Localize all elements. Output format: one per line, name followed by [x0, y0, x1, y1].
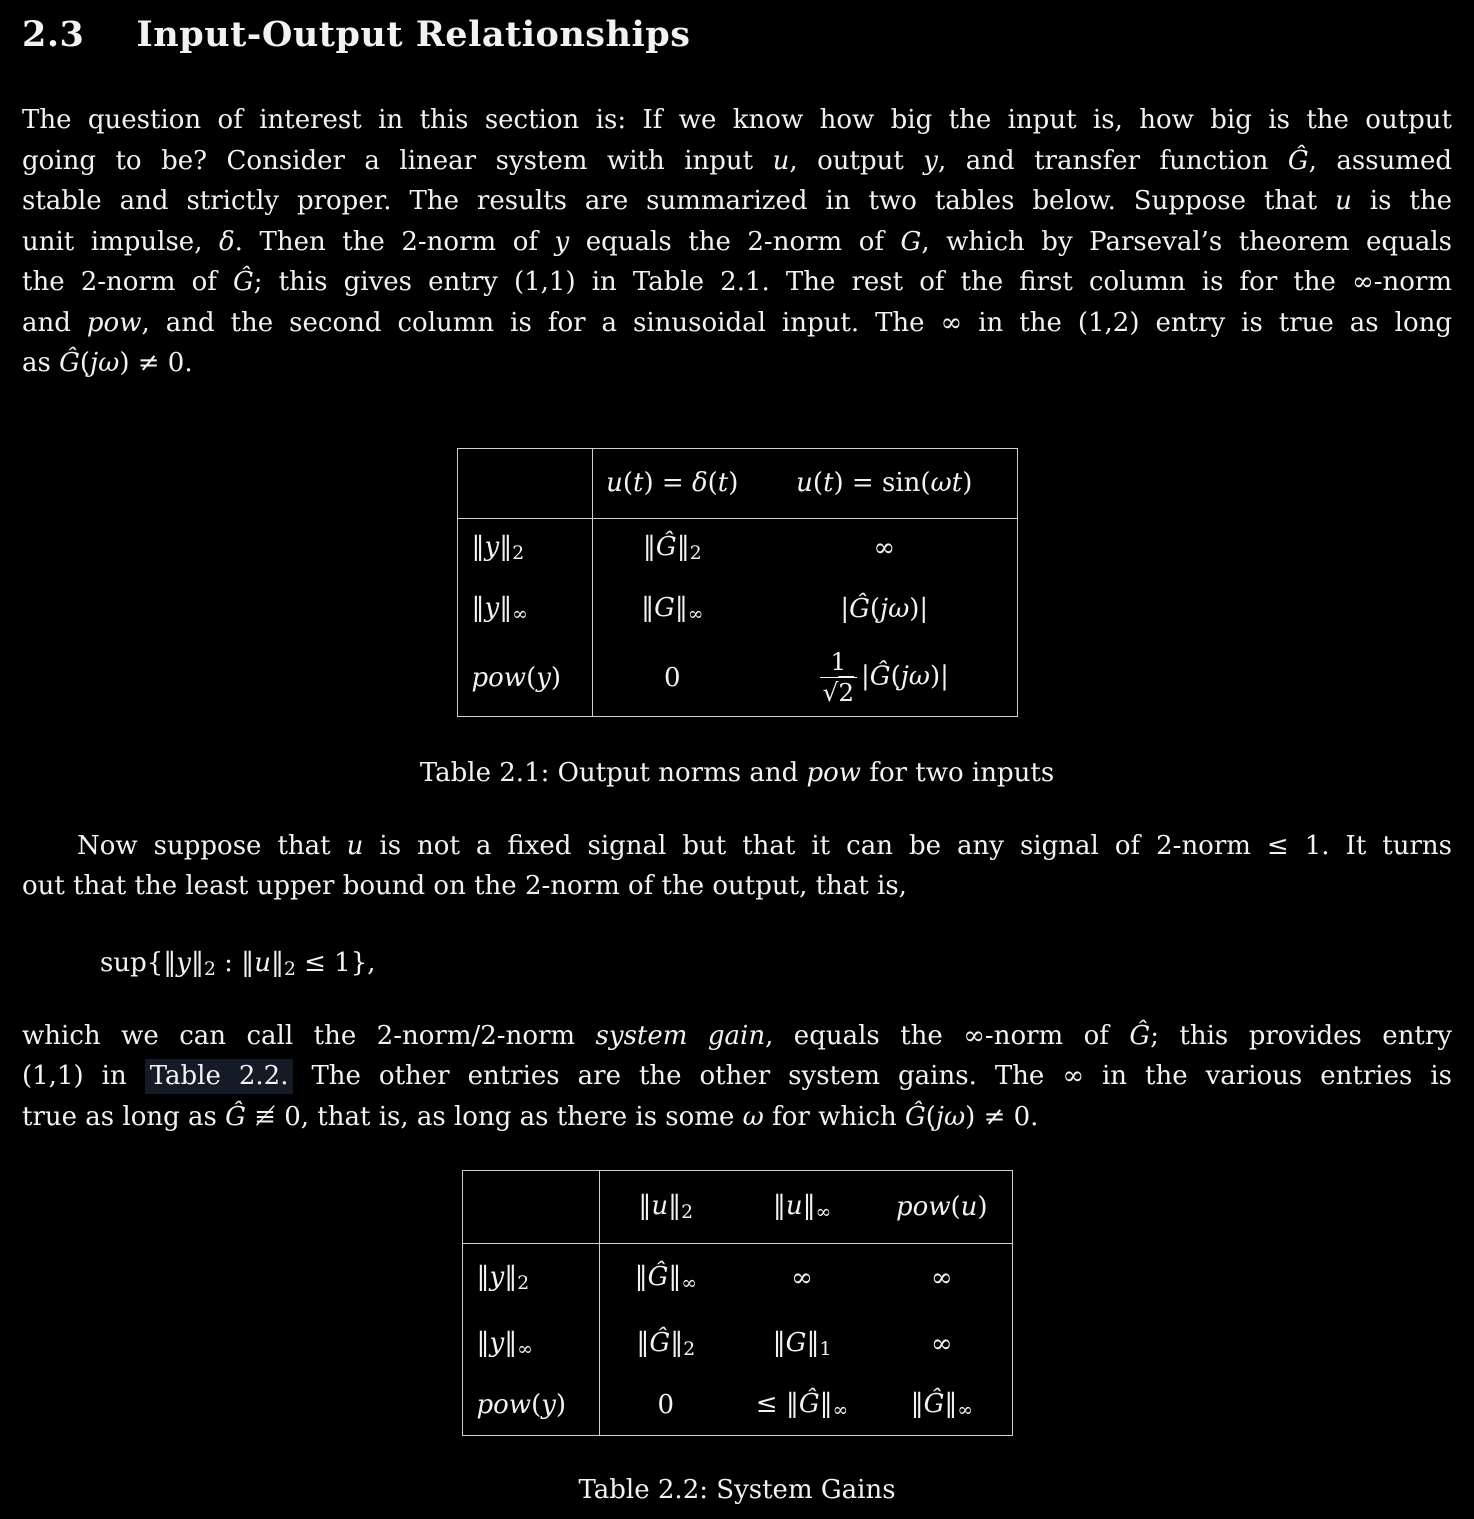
table-2-2-rowlabel-y-infnorm: [462, 1312, 599, 1376]
text-run: Ĝ: [233, 267, 254, 297]
text-run: ≢ 0, that is, as long as there is some: [245, 1101, 743, 1132]
text-run: (: [622, 468, 634, 498]
text-run: is the: [1351, 186, 1452, 216]
table-2-2-cell-r3c2: [732, 1376, 872, 1436]
table-2-2-rowlabel-y-2norm: [462, 1244, 599, 1312]
text-run: Now suppose that: [77, 830, 347, 861]
table-2-1-cell-r2c1: [592, 578, 752, 640]
text-run: (: [812, 468, 824, 498]
section-heading: [22, 14, 1452, 56]
text-run: true as long as: [22, 1101, 226, 1132]
table-2-2-header-u-infnorm: [732, 1171, 872, 1244]
text-run: Ĝ: [849, 594, 870, 624]
text-run: 2: [283, 958, 296, 980]
text-run: ∞: [873, 533, 896, 564]
table-2-2-link[interactable]: Table 2.2.: [145, 1059, 294, 1094]
text-run: 0: [657, 1390, 675, 1421]
book-page: [22, 14, 1452, 1510]
text-run: 0: [663, 662, 681, 693]
text-run: y: [484, 532, 500, 563]
text-run: ): [550, 662, 562, 693]
text-run: 2: [689, 543, 702, 565]
text-run: u: [254, 947, 271, 978]
table-2-2-cell-r2c3: [872, 1312, 1012, 1376]
text-run: Ĝ: [647, 1261, 669, 1292]
text-line: [22, 262, 1452, 303]
text-run: u: [606, 468, 623, 498]
fraction: $\frac{1}{√2}$: [820, 649, 857, 706]
table-2-2-cell-r3c3: [872, 1376, 1012, 1436]
table-2-2-header-pow-u: [872, 1171, 1012, 1244]
text-run: for two inputs: [861, 757, 1055, 788]
text-run: Ĝ: [923, 1389, 945, 1420]
text-run: Ĝ: [655, 532, 677, 563]
text-run: Table 2.1: Output norms and: [419, 757, 807, 788]
text-run: , which by Parseval’s theorem equals: [921, 226, 1452, 257]
text-run: ) =: [643, 468, 692, 498]
text-run: ‖: [471, 532, 485, 563]
text-run: ‖: [641, 592, 655, 623]
text-run: ‖: [471, 592, 485, 623]
text-run: as: [22, 348, 60, 378]
text-run: ≤ ‖: [755, 1389, 799, 1420]
table-2-2-cell-r3c1: [599, 1376, 732, 1436]
table-2-1-rowlabel-y-infnorm: [457, 578, 592, 640]
text-run: Ĝ: [1287, 145, 1309, 176]
text-run: ): [728, 468, 739, 498]
table-2-1-header-u-sin: [752, 448, 1017, 518]
table-2-1-cell-r1c2: [752, 518, 1017, 578]
table-2-2-cell-r1c1: [599, 1244, 732, 1312]
text-run: ) ≠ 0.: [119, 348, 193, 378]
text-run: ωt: [930, 468, 963, 498]
text-run: ‖: [638, 1191, 652, 1222]
equation-sup-norm: [100, 943, 1452, 990]
paragraph-intro: [22, 100, 1452, 384]
text-run: , and transfer function: [937, 145, 1288, 176]
text-run: ‖: [668, 1261, 682, 1292]
text-run: pow: [86, 307, 142, 338]
text-run: ∞: [930, 1262, 953, 1293]
text-run: y: [176, 947, 191, 978]
text-run: ‖: [642, 532, 656, 563]
table-2-1-rowlabel-y-2norm: [457, 518, 592, 578]
text-run: )|: [930, 661, 949, 692]
text-run: , equals the ∞-norm of: [765, 1020, 1130, 1051]
text-run: , and the second column is for a sinusoidal input. The ∞ in the (1,2) entry is true as long: [141, 307, 1452, 338]
text-run: ‖: [674, 592, 688, 623]
text-run: ‖: [634, 1261, 648, 1292]
text-run: ∞: [791, 1262, 813, 1293]
text-run: ‖: [476, 1327, 490, 1358]
text-run: ‖: [504, 1327, 518, 1358]
table-2-1-cell-r3c2: [752, 640, 1017, 716]
text-run: ‖: [670, 1327, 684, 1358]
text-line: [22, 222, 1452, 263]
text-run: ‖: [636, 1327, 650, 1358]
text-run: |: [861, 661, 870, 692]
text-line: [22, 1016, 1452, 1057]
table-2-1-header-u-delta: [592, 448, 752, 518]
text-run: ‖: [668, 1191, 682, 1222]
text-run: . Then the 2-norm of: [234, 226, 555, 257]
text-run: |: [840, 594, 850, 624]
text-run: pow: [806, 757, 862, 788]
text-line: [22, 826, 1452, 867]
text-run: (: [707, 468, 718, 498]
text-run: Ĝ: [1129, 1020, 1151, 1051]
text-line: [22, 141, 1452, 182]
text-run: Ĝ: [225, 1101, 246, 1132]
text-run: ‖: [910, 1389, 924, 1420]
text-run: u: [785, 1191, 803, 1222]
text-run: ‖: [499, 592, 513, 623]
text-run: (1,1) in: [22, 1061, 145, 1092]
text-run: , assumed: [1308, 145, 1452, 176]
text-run: (: [890, 661, 901, 692]
text-run: (: [79, 348, 91, 378]
table-2-2-rowlabel-pow-y: [462, 1376, 599, 1436]
text-run: t: [633, 468, 644, 498]
text-run: y: [923, 145, 938, 176]
text-run: (: [526, 662, 537, 693]
text-run: ∞: [681, 1272, 697, 1294]
text-run: u: [772, 145, 790, 176]
text-run: ) = sin(: [833, 468, 931, 498]
text-run: ): [555, 1390, 567, 1421]
text-run: pow: [476, 1390, 532, 1421]
text-run: going to be? Consider a linear system with input: [22, 145, 773, 176]
table-2-1-cell-r2c2: [752, 578, 1017, 640]
text-run: , output: [789, 145, 924, 176]
text-run: The other entries are the other system gains. The ∞ in the various entries is: [293, 1061, 1452, 1092]
text-run: ∞: [512, 604, 528, 626]
text-run: u: [346, 830, 364, 861]
table-2-2: [462, 1170, 1013, 1436]
text-run: Ĝ: [798, 1389, 820, 1420]
text-line: [22, 100, 1452, 141]
text-run: which we can call the 2-norm/2-norm: [22, 1020, 596, 1051]
section-title: Input-Output Relationships: [136, 14, 691, 55]
section-number: 2.3: [22, 14, 85, 55]
text-line: [22, 343, 1452, 384]
table-2-1-cell-r3c1: [592, 640, 752, 716]
text-run: ) ≠ 0.: [965, 1101, 1039, 1132]
text-run: pow: [895, 1192, 951, 1223]
text-run: stable and strictly proper. The results are summarized in two tables below. Suppose that: [22, 186, 1336, 216]
text-run: ‖: [802, 1191, 816, 1222]
table-2-1-rowlabel-pow-y: [457, 640, 592, 716]
text-run: ‖: [270, 947, 284, 978]
table-2-1-cell-r1c1: [592, 518, 752, 578]
text-run: jω: [90, 348, 120, 378]
table-2-1: [457, 448, 1018, 717]
text-run: 2: [203, 958, 216, 980]
text-run: sup{‖: [100, 947, 177, 978]
text-run: ‖: [772, 1327, 786, 1358]
text-run: The question of interest in this section is: If we know how big the input is, how big is the output: [22, 105, 1452, 135]
table-2-2-cell-r2c1: [599, 1312, 732, 1376]
text-run: and: [22, 307, 87, 338]
paragraph-system-gains: [22, 1016, 1452, 1138]
text-run: (: [531, 1390, 542, 1421]
text-run: Ĝ: [59, 348, 80, 378]
text-run: jω: [880, 594, 910, 624]
table-2-2-cell-r2c2: [732, 1312, 872, 1376]
text-run: is not a fixed signal but that it can be any signal of 2-norm ≤ 1. It turns: [363, 830, 1452, 861]
text-run: ∞: [957, 1400, 973, 1422]
text-run: ω: [742, 1101, 764, 1132]
text-run: y: [536, 662, 551, 693]
text-line: [22, 1056, 1452, 1097]
text-run: ∞: [832, 1400, 849, 1422]
text-run: G: [654, 592, 675, 623]
text-run: ‖: [190, 947, 204, 978]
text-run: u: [960, 1192, 978, 1223]
text-run: )|: [909, 594, 929, 624]
text-run: the 2-norm of: [22, 267, 234, 297]
text-run: G: [785, 1327, 807, 1358]
text-run: pow: [471, 662, 527, 693]
text-run: u: [651, 1191, 669, 1222]
text-line: [22, 181, 1452, 222]
text-run: u: [796, 468, 813, 498]
text-run: y: [541, 1390, 556, 1421]
text-run: ‖: [676, 532, 690, 563]
text-run: ∞: [687, 604, 704, 626]
text-run: out that the least upper bound on the 2-norm of the output, that is,: [22, 871, 907, 901]
table-2-2-cell-r1c2: [732, 1244, 872, 1312]
text-run: unit impulse,: [22, 226, 220, 257]
text-run: (: [925, 1101, 936, 1132]
table-2-2-cell-r1c3: [872, 1244, 1012, 1312]
text-run: Ĝ: [869, 661, 891, 692]
text-run: δ: [691, 468, 708, 498]
text-run: ‖: [806, 1327, 820, 1358]
table-2-2-header-u-2norm: [599, 1171, 732, 1244]
text-run: ; this provides entry: [1150, 1020, 1452, 1051]
table-2-1-caption: [22, 753, 1452, 793]
text-run: y: [489, 1327, 505, 1358]
table-2-2-caption: [22, 1470, 1452, 1510]
text-run: ‖: [819, 1389, 833, 1420]
text-run: Ĝ: [649, 1327, 671, 1358]
text-run: 1: [819, 1338, 832, 1360]
text-run: ‖: [499, 532, 513, 563]
text-line: [22, 303, 1452, 344]
text-run: (: [869, 594, 881, 624]
text-run: ‖: [944, 1389, 958, 1420]
text-run: t: [823, 468, 834, 498]
text-run: ): [962, 468, 973, 498]
text-line: [22, 866, 1452, 907]
text-run: 2: [517, 1272, 530, 1294]
text-run: y: [484, 592, 500, 623]
text-run: δ: [219, 226, 235, 257]
text-run: Ĝ: [904, 1101, 926, 1132]
paragraph-sup-intro: [22, 826, 1452, 907]
table-2-1-corner-cell: [457, 448, 592, 518]
text-run: system gain: [595, 1020, 766, 1051]
text-run: ≤ 1},: [295, 947, 376, 978]
text-run: u: [1335, 186, 1352, 216]
text-run: for which: [763, 1101, 905, 1132]
text-run: ∞: [930, 1328, 953, 1359]
text-run: ‖: [504, 1261, 518, 1292]
text-run: G: [900, 226, 922, 257]
text-run: ∞: [815, 1202, 832, 1224]
text-run: y: [554, 226, 570, 257]
text-line: [22, 1097, 1452, 1138]
text-run: 2: [512, 543, 525, 565]
text-run: ‖: [476, 1261, 490, 1292]
text-run: ∞: [517, 1338, 533, 1360]
text-run: ; this gives entry (1,1) in Table 2.1. The rest of the first column is for the ∞-norm: [253, 267, 1452, 297]
text-run: jω: [900, 661, 930, 692]
text-run: (: [950, 1192, 961, 1223]
text-run: jω: [935, 1101, 966, 1132]
text-run: y: [489, 1261, 505, 1292]
text-run: Table 2.2: System Gains: [578, 1475, 896, 1506]
text-run: ): [977, 1192, 988, 1223]
text-run: : ‖: [215, 947, 255, 978]
text-run: 2: [683, 1338, 696, 1360]
table-2-2-corner-cell: [462, 1171, 599, 1244]
text-run: equals the 2-norm of: [569, 226, 901, 257]
text-run: ‖: [772, 1191, 786, 1222]
text-run: t: [717, 468, 729, 498]
text-run: 2: [681, 1202, 694, 1224]
